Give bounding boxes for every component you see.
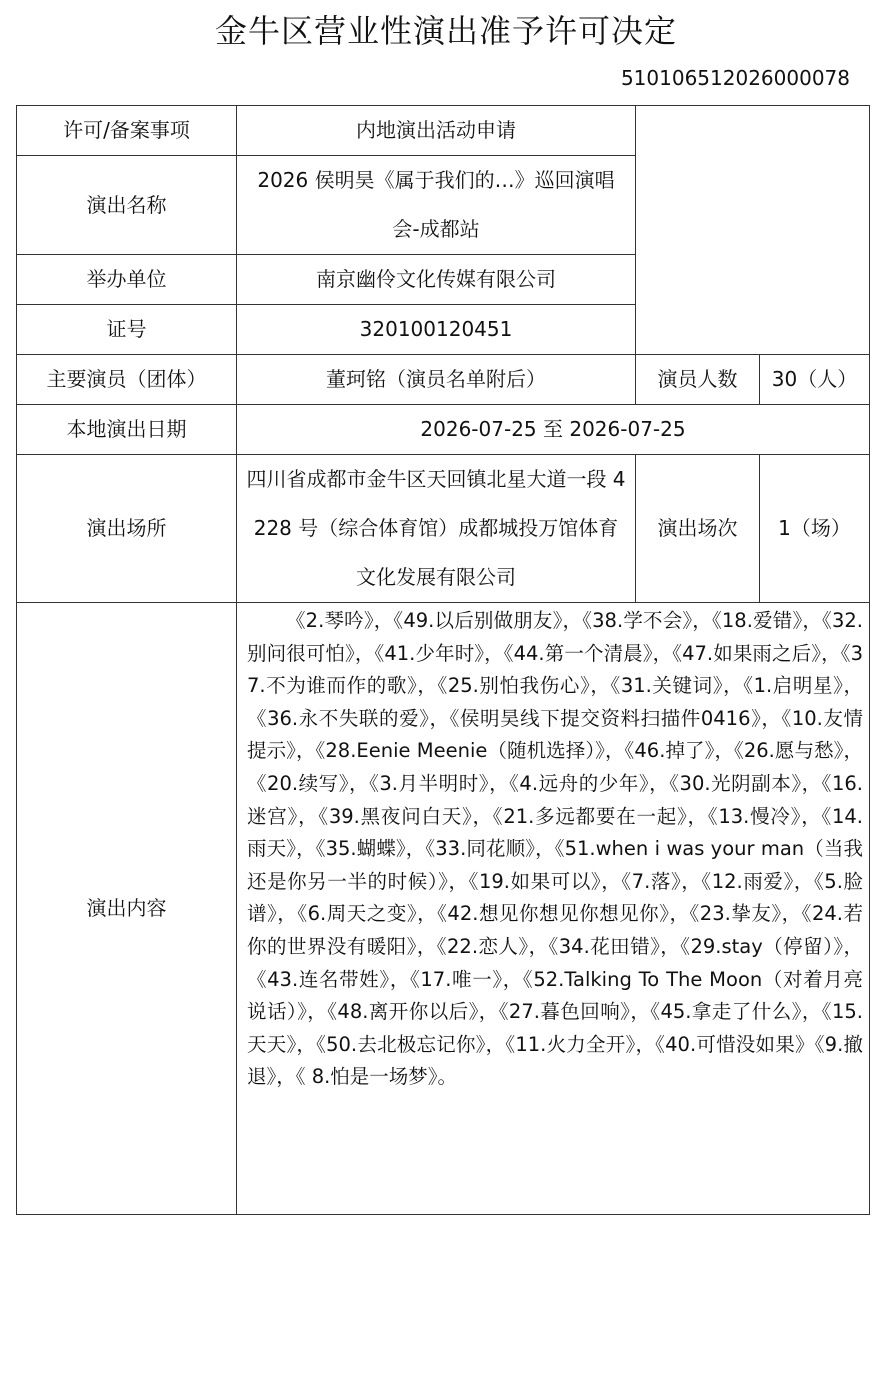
- value-license: 320100120451: [237, 305, 636, 355]
- row-venue: [17, 455, 870, 603]
- label-sessions: 演出场次: [636, 455, 760, 603]
- value-content: 《2.琴吟》，《49.以后别做朋友》，《38.学不会》，《18.爱错》，《32.别问很可怕》，《41.少年时》，《44.第一个清晨》，《47.如果雨之后》，《37.不为谁而作的歌》，《25.别怕我伤心》，《31.关键词》，《1.启明星》，《36.永不失联的爱》，《侯明昊线下提交资料扫描件0416》，《10.友情提示》，《28.Eenie Meenie（随机选择）》，《46.掉了》，《26.愿与愁》，《20.续写》，《3.月半明时》，《4.远舟的少年》，《30.光阴副本》，《16.迷宫》，《39.黑夜问白天》，《21.多远都要在一起》，《13.慢冷》，《14. 雨天》，《35.蝴蝶》，《33.同花顺》，《51.when i was your man（当我还是你另一半的时候）》，《19.如果可以》，《7.落》，《12.雨爱》，《5.脸谱》，《6.周天之变》，《42.想见你想见你想见你》，《23.挚友》，《24.若你的世界没有暖阳》，《22.恋人》，《34.花田错》，《29.stay（停留）》，《43.连名带姓》，《17.唯一》，《52.Talking To The Moon（对着月亮说话）》，《48.离开你以后》，《27.暮色回响》，《45.拿走了什么》，《15.天天》，《50.去北极忘记你》，《11.火力全开》，《40.可惜没如果》《9.撤退》，《 8.怕是一场梦》。: [237, 603, 870, 1215]
- permit-table: [16, 105, 870, 1215]
- value-show-name: 2026 侯明昊《属于我们的…》巡回演唱会-成都站: [237, 156, 636, 255]
- document-number: 510106512026000078: [620, 66, 850, 90]
- row-item: [17, 106, 870, 156]
- blank-cell: [636, 106, 870, 355]
- value-organizer: 南京幽伶文化传媒有限公司: [237, 255, 636, 305]
- label-show-name: 演出名称: [17, 156, 237, 255]
- label-organizer: 举办单位: [17, 255, 237, 305]
- value-item: 内地演出活动申请: [237, 106, 636, 156]
- label-performer-count: 演员人数: [636, 355, 760, 405]
- label-item: 许可/备案事项: [17, 106, 237, 156]
- document-title: 金牛区营业性演出准予许可决定: [214, 12, 677, 50]
- label-performers: 主要演员（团体）: [17, 355, 237, 405]
- row-performers: [17, 355, 870, 405]
- row-date: [17, 405, 870, 455]
- value-date: 2026-07-25 至 2026-07-25: [237, 405, 870, 455]
- label-content: 演出内容: [17, 603, 237, 1215]
- value-performer-count: 30（人）: [760, 355, 870, 405]
- label-venue: 演出场所: [17, 455, 237, 603]
- label-license: 证号: [17, 305, 237, 355]
- value-performers: 董珂铭（演员名单附后）: [237, 355, 636, 405]
- value-sessions: 1（场）: [760, 455, 870, 603]
- row-content: [17, 603, 870, 1215]
- label-date: 本地演出日期: [17, 405, 237, 455]
- value-venue: 四川省成都市金牛区天回镇北星大道一段 4228 号（综合体育馆）成都城投万馆体育文化发展有限公司: [237, 455, 636, 603]
